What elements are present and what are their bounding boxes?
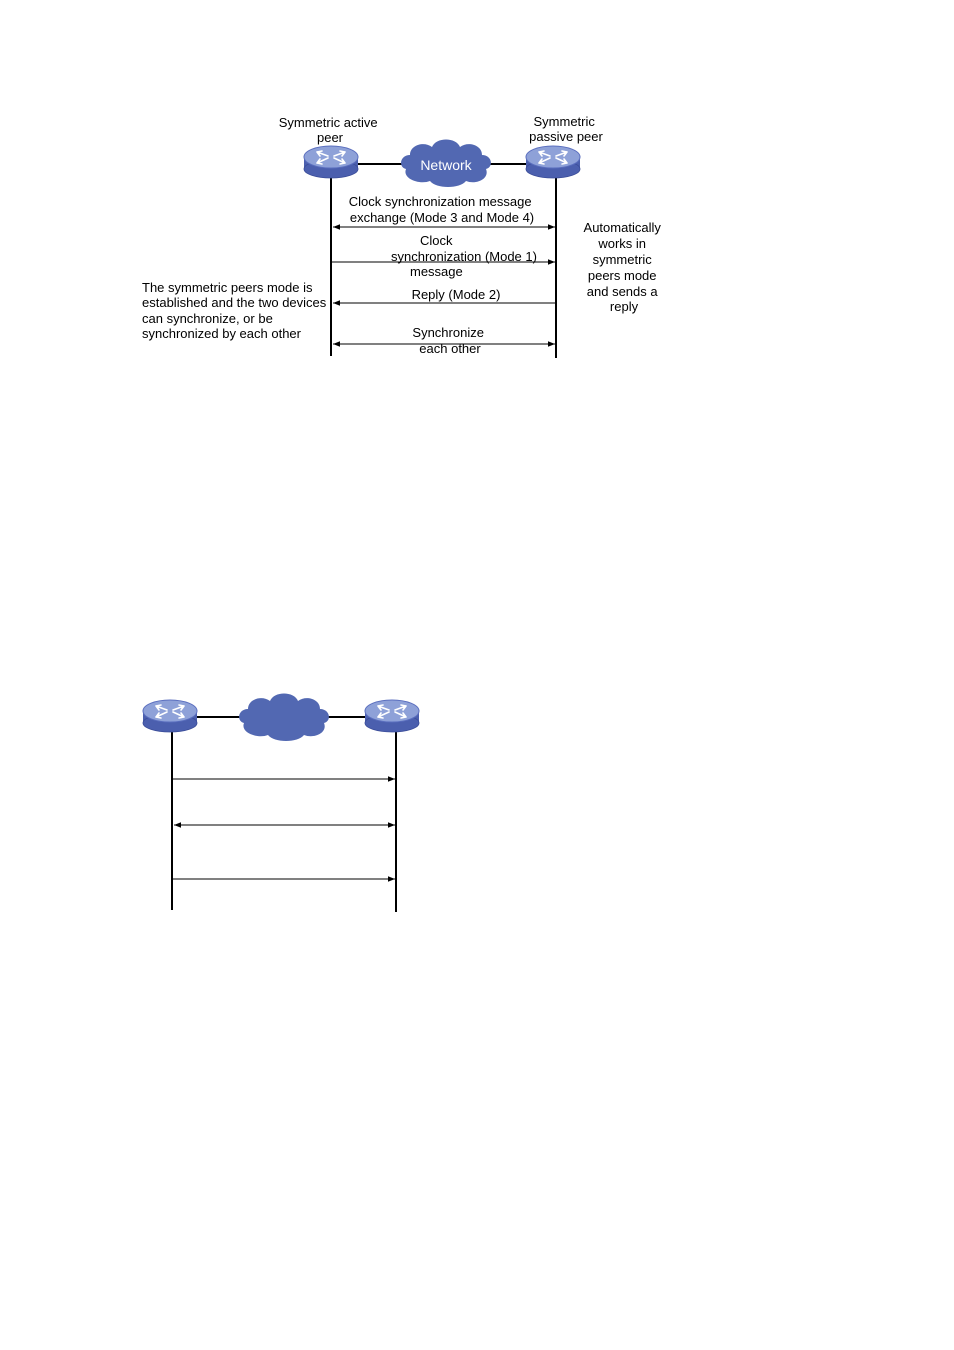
- diagram-symmetric-peers: [142, 114, 664, 358]
- left-device-router-switch-icon-2: [143, 700, 197, 732]
- right-device-router-switch-icon: [526, 146, 580, 178]
- diagram-unlabeled: [143, 694, 419, 913]
- left-peer-label: Symmetric active peer: [278, 115, 378, 145]
- left-note: The symmetric peers mode is established and the two devices can synchronize, or be synchronized by each other: [142, 280, 327, 341]
- right-peer-label: Symmetric passive peer: [529, 114, 603, 144]
- right-device-router-switch-icon-2: [365, 700, 419, 732]
- right-note: Automatically works in symmetric peers mode and sends a reply: [583, 220, 661, 314]
- msg4-label: Synchronize each other: [412, 325, 484, 356]
- msg1-label: Clock synchronization message exchange (Mode 3 and Mode 4): [348, 194, 535, 225]
- msg2-label: Clock synchronization (Mode 1) message: [391, 233, 537, 279]
- left-device-router-switch-icon: [304, 146, 358, 178]
- network-label: Network: [420, 157, 472, 173]
- msg3-label: Reply (Mode 2): [411, 287, 501, 302]
- network-cloud-icon-2: [239, 694, 329, 742]
